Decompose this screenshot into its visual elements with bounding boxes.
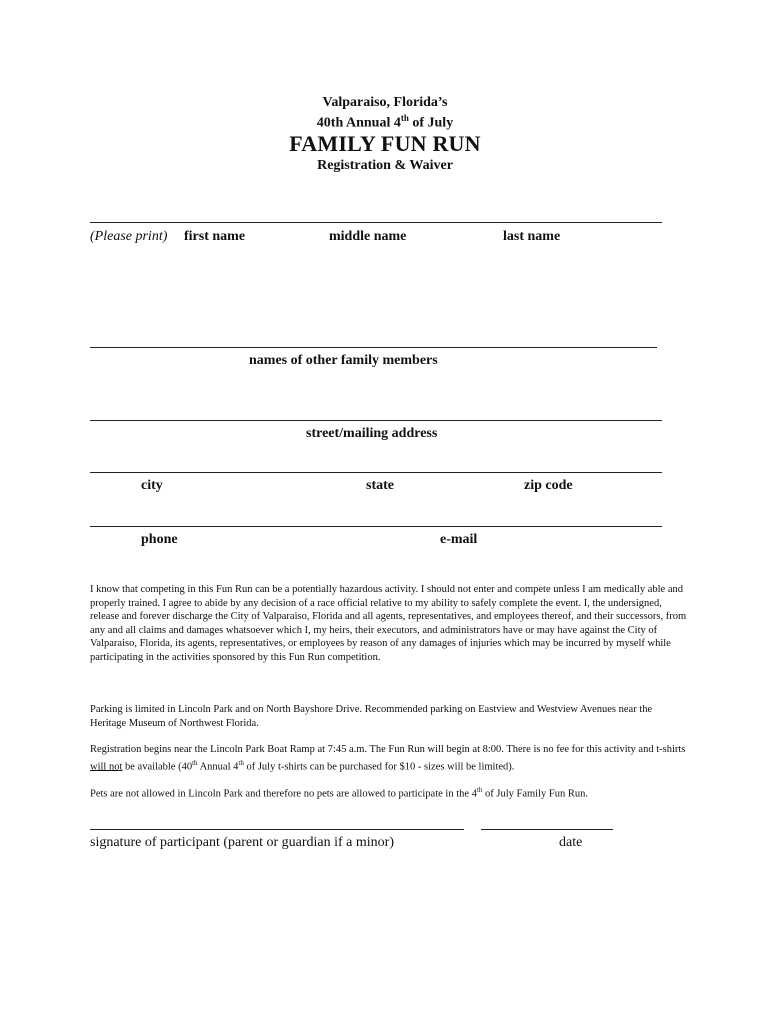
- header-annual: [0, 113, 770, 132]
- pets-text: [90, 784, 690, 801]
- waiver-text: I know that competing in this Fun Run can be a potentially hazardous activity. I should not enter and compete unless I am medically able and properly trained. I agree to abide by any decision of a race official relative to my ability to safely complete the event. I, the undersigned, release and forever discharge the City of Valparaiso, Florida and all agents, representatives, and employees thereof, and their successors, from any and all claims and damages whatsoever which I, my heirs, their executors, and administrators have or may have against the City of Valparaiso, Florida, its agents, representatives, or employees by reason of any damages of injuries which may be incurred by myself while participating in the activities sponsored by this Fun Run competition.: [90, 584, 687, 663]
- address-line[interactable]: [90, 420, 662, 421]
- phone-email-line[interactable]: [90, 526, 662, 527]
- city-state-zip-line[interactable]: [90, 472, 662, 473]
- city-label: city: [141, 478, 163, 493]
- will-not-underlined: will not: [90, 761, 123, 772]
- registration-part4: of July t-shirts can be purchased for $10 - sizes will be limited).: [243, 761, 515, 772]
- family-members-label: names of other family members: [249, 353, 438, 368]
- header-annual-sup: th: [400, 113, 409, 123]
- signature-label: signature of participant (parent or guardian if a minor): [90, 835, 394, 850]
- please-print-label: (Please print): [90, 229, 168, 244]
- registration-part1: Registration begins near the Lincoln Park Boat Ramp at 7:45 a.m. The Fun Run will begin at 8:00. There is no fee for this activity and t-shirts: [90, 744, 686, 755]
- first-name-label: first name: [184, 229, 246, 244]
- registration-part2: be available (40: [122, 761, 193, 772]
- page-title: FAMILY FUN RUN: [289, 131, 481, 156]
- pets-sup: th: [476, 786, 483, 794]
- header-annual-pre: 40th Annual 4: [316, 115, 401, 131]
- email-label: e-mail: [440, 532, 478, 547]
- name-line[interactable]: [90, 222, 662, 223]
- signature-line[interactable]: [90, 829, 464, 830]
- family-members-line[interactable]: [90, 347, 657, 348]
- registration-text: [90, 743, 690, 774]
- last-name-label: last name: [503, 229, 561, 244]
- zip-code-label: zip code: [524, 478, 573, 493]
- phone-label: phone: [141, 532, 178, 547]
- pets-part2: of July Family Fun Run.: [482, 788, 588, 800]
- registration-part3: Annual 4: [197, 761, 239, 772]
- waiver-paragraph: [90, 583, 690, 664]
- state-label: state: [366, 478, 394, 493]
- pets-paragraph: [90, 784, 690, 801]
- registration-sup1: th: [192, 758, 198, 767]
- header-annual-post: of July: [408, 115, 454, 131]
- date-line[interactable]: [481, 829, 613, 830]
- address-label: street/mailing address: [306, 426, 438, 441]
- registration-paragraph: [90, 743, 690, 774]
- header-location: Valparaiso, Florida’s: [322, 95, 448, 110]
- date-label: date: [559, 835, 583, 850]
- parking-paragraph: [90, 703, 690, 730]
- middle-name-label: middle name: [329, 229, 407, 244]
- registration-sup2: th: [238, 758, 244, 767]
- parking-text: Parking is limited in Lincoln Park and on North Bayshore Drive. Recommended parking on Eastview and Westview Avenues near the Heritage Museum of Northwest Florida.: [90, 704, 653, 729]
- page-subtitle: Registration & Waiver: [317, 158, 453, 173]
- pets-part1: Pets are not allowed in Lincoln Park and therefore no pets are allowed to participate in the 4: [90, 788, 477, 800]
